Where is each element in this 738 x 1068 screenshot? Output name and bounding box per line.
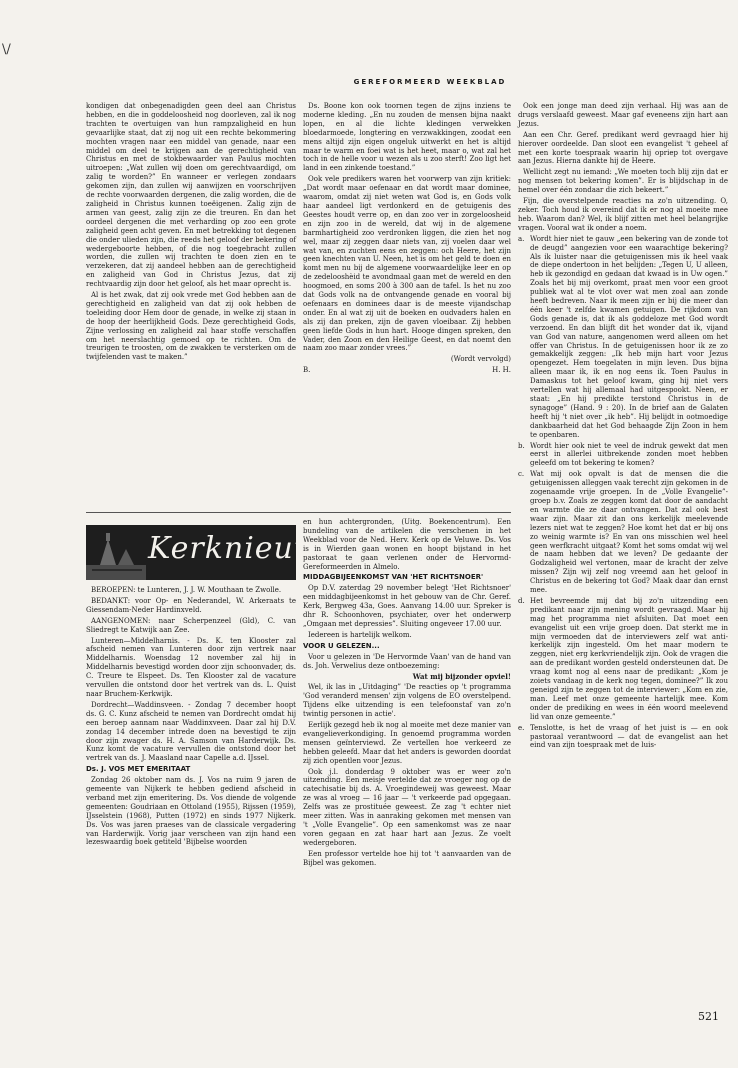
- news-lunteren: Lunteren—Middelharnis. - Ds. K. ten Klooster zal afscheid nemen van Lunteren door zijn vertrek naar Middelharnis. Woensdag 12 november zal hij in Middelharnis bevestigd worden door zijn schoonvader, ds. C. Treure te Elspeet. Ds. Ten Klooster zal de vacature vervullen die ontstond door het vertrek van ds. L. Quist naar Bruchem-Kerkwijk.: [86, 636, 296, 698]
- running-title: GEREFORMEERD WEEKBLAD: [353, 78, 507, 86]
- list-item: [518, 724, 728, 751]
- heading-voor-u-gelezen: VOOR U GELEZEN...: [303, 641, 380, 650]
- signature-left: B.: [303, 366, 311, 375]
- list-text: Het bevreemde mij dat bij zo'n uitzending een predikant naar zijn mening wordt gevraagd. Maar hij mag het programma niet afsluiten. Dat moet een evangelist uit een vrije groep doen. Dat sterkt me in mijn vermoeden dat de interviewers zelf wat anti-kerkelijk zijn ingesteld. Om het maar modern te zeggen, niet erg kerkvriendelijk zijn. Ook de vragen die aan de predikant worden gesteld ondersteunen dat. De vraag komt nog al eens naar de predikant: „Kom je zoiets vandaag in de kerk nog tegen, dominee?” Ik zou geneigd zijn te zeggen tot de interviewer: „Kom en zie, man. Leef met onze gemeente hartelijk mee. Kom onder de prediking en wees in één woord meelevend lid van onze gemeente.”: [530, 596, 728, 721]
- column-2-top: [303, 102, 511, 375]
- paragraph: Wellicht zegt nu iemand: „We moeten toch blij zijn dat er nog mensen tot bekering komen”. Er is blijdschap in de hemel over één zondaar die zich bekeert.”: [518, 168, 728, 195]
- list-text: Wordt hier ook niet te veel de indruk gewekt dat men eerst in allerlei uitbrekende zonden moet hebben geleefd om tot bekering te komen?: [530, 441, 728, 468]
- news-vos: Zondag 26 oktober nam ds. J. Vos na ruim 9 jaren de gemeente van Nijkerk te hebben gediend afscheid in verband met zijn emeritering. Ds. Vos diende de volgende gemeenten: Goudriaan en Ottoland (1955), Rijssen (1959), IJsselstein (1968), Putten (1972) en sinds 1977 Nijkerk. Ds. Vos was jaren praeses van de classicale vergadering van Harderwijk. Vorig jaar verscheen van zijn hand een lezeswaardig boek getiteld 'Bijbelse woorden: [86, 776, 296, 847]
- list-marker: b.: [518, 441, 525, 450]
- page-number: 521: [698, 1010, 719, 1023]
- signature-right: H. H.: [492, 366, 511, 375]
- banner-title: Kerknieuws: [148, 531, 337, 566]
- paragraph: Ook een jonge man deed zijn verhaal. Hij was aan de drugs verslaafd geweest. Maar gaf eveneens zijn hart aan Jezus.: [518, 102, 728, 128]
- news-richtsnoer: Op D.V. zaterdag 29 november belegt 'Het Richtsnoer' een middagbijeenkomst in het gebouw van de Chr. Geref. Kerk, Bergweg 43a, Goes. Aanvang 14.00 uur. Spreker is dhr R. Schoonhoven, psychiater, over het onderwerp „Omgaan met depressies”. Sluiting ongeveer 17.00 uur.: [303, 584, 511, 628]
- aangenomen: AANGENOMEN: naar Scherpenzeel (Gld), C. van Sliedregt te Katwijk aan Zee.: [86, 616, 296, 634]
- list-text: Wat mij ook opvalt is dat de mensen die die getuigenissen alleggen vaak terecht zijn gekomen in de zogenaamde vrije groepen. In de „Volle Evangelie”-groep b.v. Zoals ze zeggen komt dat door de aandacht en warmte die ze daar ontvangen. Dat zal ook best waar zijn. Maar zit dan ons kerkelijk meelevende lezers niet wat te zeggen? Hoe komt het dat er bij ons zo weinig warmte is? En van ons misschien wel heel geen werfkracht uitgaat? Komt het soms omdat wij wel de naam hebben dat we leven? De gedaante der Godzaligheid wel vertonen, maar de kracht der zelve missen? Zijn wij zelf nog vreemd aan het geloof in Christus en de bekering tot God? Maak daar dan ernst mee.: [530, 470, 728, 595]
- list-item: [518, 442, 728, 469]
- column-2-bottom: [303, 518, 511, 870]
- column-3: [518, 102, 728, 752]
- paragraph: Fijn, die overstelpende reacties na zo'n uitzending. O, zeker. Toch houd ik overeind dat ik er nog al moeite mee heb. Waarom dan? Wel, ik blijf zitten met heel belangrijke vragen. Vooral wat ik onder a noem.: [518, 197, 728, 232]
- list-item: [518, 597, 728, 722]
- voor-u-gelezen-intro: Voor u gelezen in 'De Hervormde Vaan' van de hand van ds. Joh. Verwelius deze ontboezeming:: [303, 652, 511, 670]
- signature-line: [303, 366, 511, 375]
- paragraph: Aan een Chr. Geref. predikant werd gevraagd hier hij hierover oordeelde. Dan sloot een evangelist 't geheel af met een korte toespraak waarin hij opriep tot overgave aan Jezus. Hierna dankte hij de Heere.: [518, 130, 728, 166]
- column-1-top: [86, 102, 296, 364]
- paragraph: kondigen dat onbegenadigden geen deel aan Christus hebben, en die in goddeloosheid nog doorleven, zal ik nog trachten te overtuigen van hun rampzaligheid en hun gevaarlijke staat, dat zij nog uit een rechte bekommering mochten vragen naar een middel van genade, naar een middel om deel te krijgen aan de gerechtigheid van Christus en met de stokbewaarder van Paulus mochten uitroepen: „Wat zullen wij doen om gerechtvaardigd, om zalig te worden?” En wanneer er verlegen zondaars gekomen zijn, dan zullen wij aanwijzen en voorschrijven de rechte voorwaarden dergenen, die zalig worden, die de zaligheid in Christus kunnen toeëigenen. Zalig zijn de armen van geest, zalig zijn ze die treuren. En dan het oordeel dergenen die met verharding op zoo een grote zaligheid geen acht geven. En met betrekking tot degenen die onder ulieden zijn, die reeds het geloof der bekering of wedergeboorte hebben, of die nog toegebracht zullen worden, die zullen wij trachten te doen zien en te verzekeren, dat zij aandeel hebben aan de gerechtigheid en zaligheid van God in Christus Jezus, dat zij rechtvaardig zijn door het geloof, als het maar oprecht is.: [86, 102, 296, 289]
- paragraph: Ook j.l. donderdag 9 oktober was er weer zo'n uitzending. Een meisje vertelde dat ze vroeger nog op de catechisatie bij ds. A. Vroegindeweij was geweest. Maar ze was al vroeg — 16 jaar — 't verkeerde pad opgegaan. Zelfs was ze prostituée geweest. Ze zag 't echter niet meer zitten. Was in aanraking gekomen met mensen van 't „Volle Evangelie”. Op een samenkomst was ze naar voren gegaan en zat haar hart aan Jezus. Ze voelt wedergeboren.: [303, 767, 511, 847]
- paragraph: Al is het zwak, dat zij ook vrede met God hebben aan de gerechtigheid en zaligheid van dat zij ook hebben de toeleiding door Hem door de genade, in welke zij staan in de hoop der heerlijkheid Gods. Deze gerechtigheid Gods, Zijne verlossing en zaligheid zal haar stoffe verschaffen om het neerslachtig gemoed op te richten. Om de treurigen te troosten, om de zwakken te versterken om de twijfelenden vast te maken.”: [86, 291, 296, 362]
- heading-vos: Ds. J. VOS MET EMERITAAT: [86, 765, 191, 774]
- paragraph: Wel, ik las in „Uitdaging” 'De reacties op 't programma 'God veranderd mensen' zijn volgens de EO overstelpend. Tijdens elke uitzending is een telefoonstaf van zo'n twintig personen in actie'.: [303, 683, 511, 719]
- vos-continued: en hun achtergronden, (Uitg. Boekencentrum). Een bundeling van de artikelen die verschenen in het Weekblad voor de Ned. Herv. Kerk op de Veluwe. Ds. Vos is in Wierden gaan wonen en hoopt bijstand in het pastoraat te gaan verlenen onder de Hervormd-Gereformeerden in Almelo.: [303, 518, 511, 571]
- corner-mark: \/: [2, 42, 11, 57]
- list-marker: a.: [518, 234, 525, 243]
- to-be-continued: (Wordt vervolgd): [450, 355, 511, 364]
- kerknieuws-banner: [86, 525, 337, 580]
- welcome-line: Iedereen is hartelijk welkom.: [308, 630, 412, 639]
- paragraph: Eerlijk gezegd heb ik nog al moeite met deze manier van evangelieverkondiging. In genoemd programma worden mensen geïnterviewd. Ze vertellen hoe verkeerd ze hebben geleefd. Maar dat het anders is geworden doordat zij zich opentlen voor Jezus.: [303, 721, 511, 765]
- list-marker: e.: [518, 723, 525, 732]
- paragraph: Ook vele predikers waren het voorwerp van zijn kritiek: „Dat wordt maar oefenaar en dat wordt maar dominee, waarom, omdat zij niet weten wat God is, en Gods volk haar aandeel ligt verdonkerd en de getuigenis des Geestes houdt verre op, en dan zoo ver in zorgeloosheid en zijn zoo in de wereld, dat wij in de algemene barmhartigheid zoo verdronken liggen, die zien het nog wel, maar zij zeggen daar niets van, zij voelen daar wel wat van, en zuchten eens en zeggen: och Heere, het zijn geen knechten van U. Neen, het is om het geld te doen en komt men nu bij de algemene voorwaardelijke leer en op de zedelooshèid te avondmaal gaan met de wereld en den hoogmoed, en soms 200 à 300 aan de tafel. Is het nu zoo dat Gods volk na de ontvangende genade en vooral bij oefenaars en dominees daar is de meeste vijandschap onder. En al wat zij uit de boeken en oudvaders halen en als zij dan preken, zijn de gaven vloeibaar. Zij hebben geen liefde Gods in hun hart. Hooge dingen spreken, den Vader, den Zoon en den Heilige Geest, en dat noemt den naam zoo maar zonder vrees.”: [303, 175, 511, 353]
- beroepen: BEROEPEN: te Lunteren, J. J. W. Mouthaan te Zwolle.: [91, 586, 282, 594]
- list-marker: c.: [518, 470, 525, 479]
- section-divider: [86, 512, 511, 513]
- subheading-opviel: Wat mij bijzonder opviel!: [412, 671, 511, 681]
- list-text: Wordt hier niet te gauw „een bekering van de zonde tot de deugd” aangezien voor een waarachtige bekering? Als ik luister naar die getuigenissen mis ik heel vaak de diepe ondertoon in het belijden: „Tegen U, U alleen, heb ik gezondigd en gedaan dat kwaad is in Uw ogen.” Zoals het bij mij overkomt, praat men voor een groot publiek wat al te vlot over wat men zoal aan zonde heeft bedreven. Naar ik meen zijn er bij die meer dan één keer 't zelfde kwamen getuigen. De rijkdom van Gods genade is, dat ik als goddeloze met God wordt verzoend. En dan blijft dit het wonder dat ik, vijand van God van nature, aangenomen werd alleen om het offer van Christus. In de getuigenissen hoor ik ze zo gemakkelijk zeggen: „Ik heb mijn hart voor Jezus opengezet. Hem toegelaten in mijn leven. Dus bijna alleen maar ik, ik en nog eens ik. Toen Paulus in Damaskus tot het geloof kwam, ging hij niet vers vertellen wat hij allemaal had uitgespookt. Neen, er staat: „En hij predikte terstond Christus in de synagoge” (Hand. 9 : 20). In de brief aan de Galaten heeft hij 't niet over „ik heb”. Hij belijdt in ootmoedige dankbaarheid dat het God behaagde Zijn Zoon in hem te openbaren.: [530, 234, 729, 439]
- heading-richtsnoer: MIDDAGBIJEENKOMST VAN 'HET RICHTSNOER': [303, 573, 484, 582]
- bedankt: BEDANKT: voor Op- en Nederandel, W. Arkeraats te Giessendam-Neder Hardinxveld.: [86, 596, 296, 614]
- list-text: Tenslotte, is het de vraag of het juist is — en ook pastoraal verantwoord — dat de evangelist aan het eind van zijn toespraak met de luis-: [530, 723, 728, 750]
- news-dordrecht: Dordrecht—Waddinsveen. - Zondag 7 december hoopt ds. G. C. Kunz afscheid te nemen van Dordrecht omdat hij een beroep aannam naar Waddinxveen. Daar zal hij D.V. zondag 14 december intrede doen na bevestigd te zijn door zijn zwager ds. H. A. Samson van Harderwijk. Ds. Kunz komt de vacature vervullen die ontstond door het vertrek van ds. J. Maasland naar Capelle a.d. IJssel.: [86, 700, 296, 763]
- column-1-bottom: [86, 586, 296, 849]
- list-marker: d.: [518, 596, 525, 605]
- paragraph: Ds. Boone kon ook toornen tegen de zijns inziens te moderne kleding. „En nu zouden de mensen bijna naakt lopen, en al die lichte kledingen verwekken bloedarmoede, longtering en verzwakkingen, zoodat een mens altijd zijn eigen ongeluk uitwerkt en het is altijd maar te warm en foei wat is het heet, maar o, wat zal het toch in de helle voor u wezen als u zoo sterft! Zoo ligt het land in een zinkende toestand.”: [303, 102, 511, 173]
- list-item: [518, 235, 728, 440]
- list-item: [518, 470, 728, 595]
- paragraph: Een professor vertelde hoe hij tot 't aanvaarden van de Bijbel was gekomen.: [303, 849, 511, 867]
